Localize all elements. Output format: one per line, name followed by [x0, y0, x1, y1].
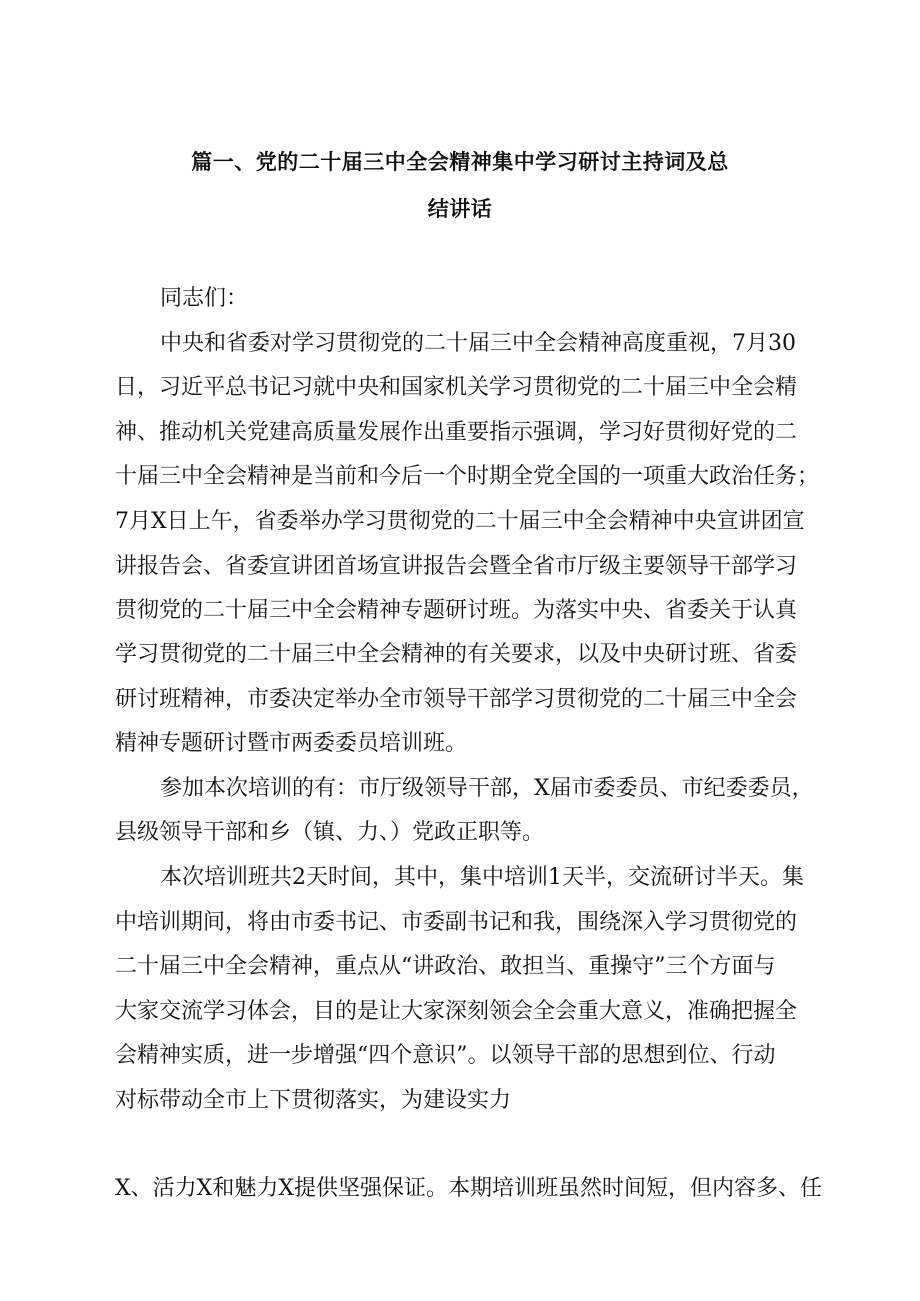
text-line: 对标带动全市上下贯彻落实，为建设实力 [115, 1088, 512, 1113]
text-line: 二十届三中全会精神，重点从“讲政治、敢担当、重操守”三个方面与 [115, 954, 776, 979]
text-line: 中培训期间，将由市委书记、市委副书记和我，围绕深入学习贯彻党的 [115, 910, 798, 935]
text-line: 十届三中全会精神是当前和今后一个时期全党全国的一项重大政治任务； [115, 464, 820, 489]
text-line: 中央和省委对学习贯彻党的二十届三中全会精神高度重视，7月30 [160, 331, 796, 356]
text-line: 同志们： [160, 286, 249, 311]
text-line: 大家交流学习体会，目的是让大家深刻领会全会重大意义，准确把握全 [115, 999, 798, 1024]
text-line: 贯彻党的二十届三中全会精神专题研讨班。为落实中央、省委关于认真 [115, 598, 798, 623]
document-title-line-2: 结讲话 [427, 196, 493, 221]
text-line: 本次培训班共2天时间，其中，集中培训1天半，交流研讨半天。集 [160, 865, 804, 890]
text-line: 学习贯彻党的二十届三中全会精神的有关要求，以及中央研讨班、省委 [115, 642, 798, 667]
text-line: 精神专题研讨暨市两委委员培训班。 [115, 731, 468, 756]
text-line: 研讨班精神，市委决定举办全市领导干部学习贯彻党的二十届三中全会 [115, 687, 798, 712]
text-line: 会精神实质，进一步增强“四个意识”。以领导干部的思想到位、行动 [115, 1043, 776, 1068]
text-line: 7月X日上午，省委举办学习贯彻党的二十届三中全会精神中央宣讲团宣 [115, 509, 805, 534]
text-line: 参加本次培训的有：市厅级领导干部，X届市委委员、市纪委委员， [160, 776, 814, 801]
text-line: 神、推动机关党建高质量发展作出重要指示强调，学习好贯彻好党的二 [115, 420, 798, 445]
text-line: 县级领导干部和乡（镇、力、）党政正职等。 [115, 820, 545, 845]
document-title-line-1: 篇一、党的二十届三中全会精神集中学习研讨主持词及总 [191, 149, 729, 174]
text-line: 日，习近平总书记习就中央和国家机关学习贯彻党的二十届三中全会精 [115, 375, 798, 400]
text-line: X、活力X和魅力X提供坚强保证。本期培训班虽然时间短，但内容多、任 [115, 1176, 822, 1201]
text-line: 讲报告会、省委宣讲团首场宣讲报告会暨全省市厅级主要领导干部学习 [115, 554, 798, 579]
